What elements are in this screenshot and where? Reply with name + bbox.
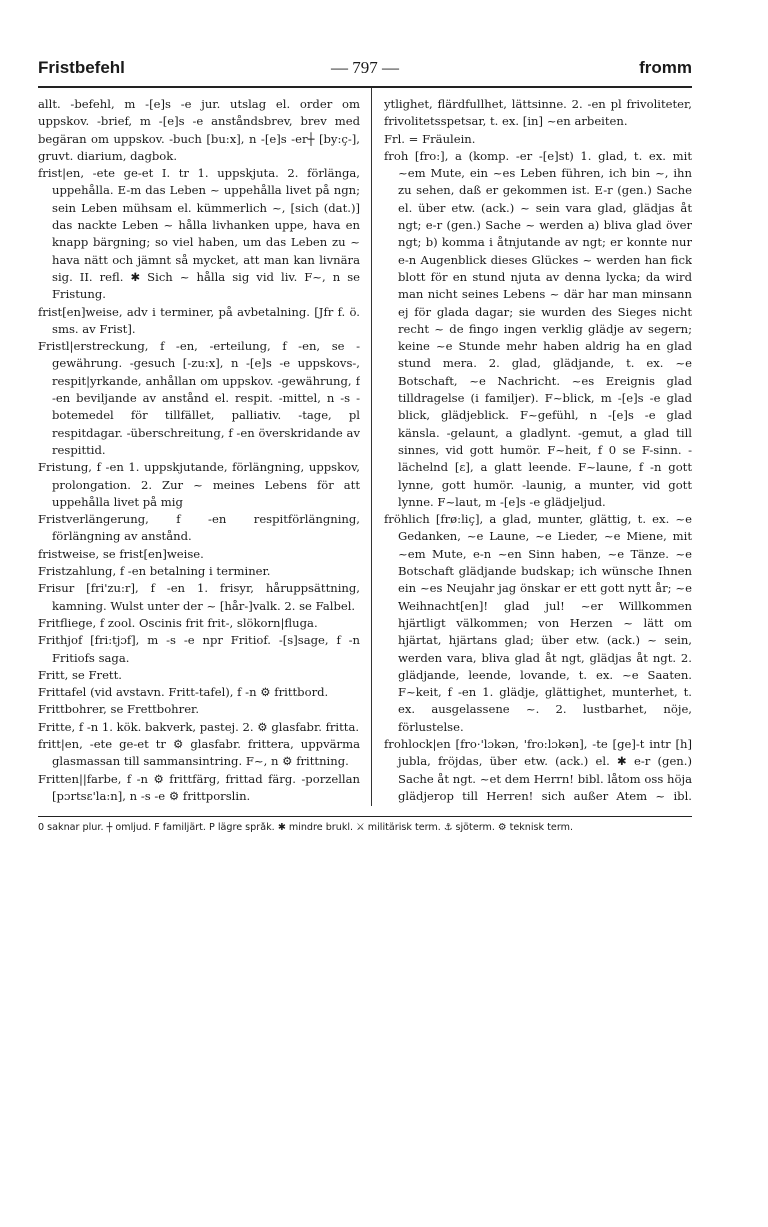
header-last-word: fromm	[639, 58, 692, 77]
page-number: — 797 —	[331, 58, 399, 77]
left-column	[38, 96, 360, 808]
dictionary-entry: Frisur [fri'zu:r], f -en 1. frisyr, håruppsättning, kamning. Wulst unter der ~ [hår-]valk. 2. se Falbel.	[38, 581, 360, 613]
dictionary-entry: Fritt, se Frett.	[38, 667, 122, 682]
dictionary-entry: Frl. = Fräulein.	[384, 131, 476, 146]
dictionary-entry: froh [fro:], a (komp. -er -[e]st) 1. glad, t. ex. mit ~em Mute, ein ~es Leben führen, ich bin ~, ihn zu sehen, daß er gekommen ist. E-r (gen.) Sache el. über etw. (ack.) ~ sein vara glad, glädjas åt ngt; e-r (gen.) Sache ~ werden a) bliva glad över ngt; b) komma i åtnjutande av ngt; er konnte nur e-n Augenblick dieses Glückes ~ werden han fick blott för en stund njuta av denna lycka; da wird man nicht seines Lebens ~ där har man minsann ej för glada dagar; sie wurden des Sieges nicht recht ~ de fingo ingen verklig glädje av segern; keine ~e Stunde mehr haben aldrig ha en glad stund mera. 2. glad, glädjande, t. ex. ~e Botschaft, ~e Nachricht. ~es Ereignis glad tilldragelse (i familjer). F~blick, m -[e]s -e glad blick, glädjeblick. F~gefühl, n -[e]s -e glad känsla. -gelaunt, a gladlynt. -gemut, a glad till sinnes, vid gott humör. F~heit, f 0 se F-sinn. -lächelnd [ɛ], a glatt leende. F~laune, f -n gott lynne, gott humör. -launig, a munter, vid gott lynne. F~laut, m -[e]s -e glädjeljud.	[384, 148, 692, 509]
footer-rule	[38, 816, 692, 817]
dictionary-entry: Fristverlängerung, f -en respitförlängning, förlängning av anstånd.	[38, 512, 360, 544]
dictionary-entry: Fritfliege, f zool. Oscinis frit frit-, slökorn|fluga.	[38, 615, 318, 630]
dictionary-entry: fristweise, se frist[en]weise.	[38, 546, 204, 561]
dictionary-entry: Fristung, f -en 1. uppskjutande, förlängning, uppskov, prolongation. 2. Zur ~ meines Lebens för att uppehålla livet på mig	[38, 460, 360, 509]
dictionary-entry: ytlighet, flärdfullhet, lättsinne. 2. -en pl frivoliteter, frivolitetsspetsar, t. ex. [in] ~en arbeiten.	[384, 97, 692, 129]
dictionary-entry: frist[en]weise, adv i terminer, på avbetalning. [Jfr f. ö. sms. av Frist].	[38, 304, 360, 336]
dictionary-entry: Fristzahlung, f -en betalning i terminer.	[38, 564, 271, 579]
running-header	[38, 58, 692, 82]
header-rule	[38, 86, 692, 88]
dictionary-entry: Frithjof [fri:tjɔf], m -s -e npr Fritiof. -[s]sage, f -n Fritiofs saga.	[38, 633, 360, 665]
right-column	[384, 96, 692, 808]
dictionary-entry: fröhlich [frø:liç], a glad, munter, glättig, t. ex. ~e Gedanken, ~e Laune, ~e Lieder, ~e Miene, mit ~em Mute, e-n ~en Sinn haben, ~e Tänze. ~e Botschaft glädjande budskap; ich wünsche Ihnen ein ~es Neujahr jag önskar er ett gott nytt år; ~e Weihnacht[en]! glad jul! ~er Willkommen hjärtligt välkommen; von Herzen ~ lätt om hjärtat, hjärtans glad; über etw. (ack.) ~ sein, werden vara, bliva glad åt ngt, glädjas åt ngt. 2. glädjande, leende, lovande, t. ex. ~e Saaten. F~keit, f -en 1. glädje, glättighet, munterhet, t. ex. ausgelassene ~. 2. lustbarhet, nöje, förlustelse.	[384, 512, 692, 734]
dictionary-entry	[38, 805, 360, 808]
dictionary-entry: Fristl|erstreckung, f -en, -erteilung, f -en, se -gewährung. -gesuch [-zu:x], n -[e]s -e uppskovs-, respit|yrkande, anhållan om uppskov. -gewährung, f -en beviljande av anstånd el. respit. -mittel, n -s - botemedel för tillfället, palliativ. -tage, pl respitdagar. -überschreitung, f -en överskridande av respittid.	[38, 339, 360, 457]
dictionary-entry: frist|en, -ete ge-et I. tr 1. uppskjuta. 2. förlänga, uppehålla. E-m das Leben ~ uppehålla livet på ngn; sein Leben mühsam el. kümmerlich ~, [sich (dat.)] das nackte Leben ~ hålla livhanken uppe, hava en knapp bärgning; so viel haben, um das Leben zu ~ hava nätt och jämnt så mycket, att man kan livnära sig. II. refl. ✱ Sich ~ hålla sig vid liv. F~, n se Fristung.	[38, 166, 360, 302]
header-first-word: Fristbefehl	[38, 58, 125, 77]
dictionary-entry: fritt|en, -ete ge-et tr ⚙ glasfabr. frittera, uppvärma glasmassan till sammansintring. F~, n ⚙ frittning.	[38, 736, 360, 769]
dictionary-entry: Frittafel (vid avstavn. Fritt-tafel), f -n ⚙ frittbord.	[38, 685, 329, 700]
dictionary-entry: allt. -befehl, m -[e]s -e jur. utslag el. order om uppskov. -brief, m -[e]s -e anståndsbrev, brev med begäran om uppskov. -buch [bu:x], n -[e]s -er┼ [by:ç-], gruvt. diarium, dagbok.	[38, 97, 360, 163]
dictionary-entry: Frittbohrer, se Frettbohrer.	[38, 702, 200, 717]
dictionary-entry: frohlock|en [fro·'lɔkən, 'fro:lɔkən], -te [ge]-t intr [h] jubla, fröjdas, über etw. (ack.) el. ✱ e-r (gen.) Sache åt ngt. ~et dem Herrn! bibl. låtom oss höja glädjerop till Herren! sich außer Atem ~ ibl.	[384, 736, 692, 803]
dictionary-entry: Fritten||farbe, f -n ⚙ frittfärg, frittad färg. -porzellan [pɔrtsɛ'la:n], n -s -e ⚙ frittporslin.	[38, 771, 360, 803]
abbreviation-legend: 0 saknar plur. ┼ omljud. F familjärt. P lägre språk. ✱ mindre brukl. ⚔ militärisk term. ⚓ sjöterm. ⚙ teknisk term.	[38, 822, 573, 833]
column-divider	[371, 88, 372, 806]
dictionary-entry: Fritte, f -n 1. kök. bakverk, pastej. 2. ⚙ glasfabr. fritta.	[38, 719, 360, 734]
